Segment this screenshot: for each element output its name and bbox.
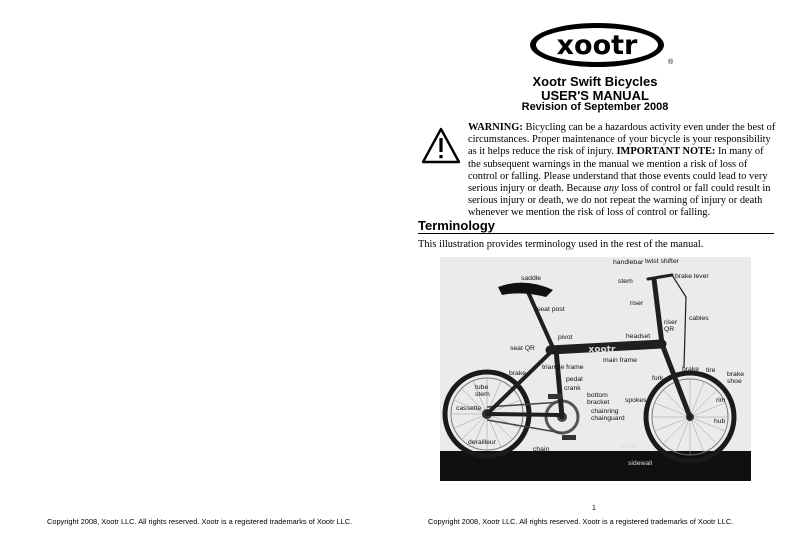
warning-any-word: any <box>603 183 619 195</box>
label-brake-rear: brake <box>509 370 527 377</box>
terminology-intro: This illustration provides terminology used in the rest of the manual. <box>418 239 704 250</box>
label-brake-shoe: brake shoe <box>727 371 745 385</box>
copyright-left: Copyright 2008, Xootr LLC. All rights reserved. Xootr is a registered trademarks of Xootr LLC. <box>47 517 353 526</box>
label-triangle-frame: triangle frame <box>542 364 584 371</box>
label-bottom-bracket: bottom bracket <box>587 392 610 406</box>
label-riser-qr: riser QR <box>664 319 678 333</box>
label-handlebar: handlebar <box>613 259 644 266</box>
terminology-heading: Terminology <box>418 218 496 233</box>
label-brake-lever: brake lever <box>675 273 709 280</box>
label-sidewall: sidewall <box>628 460 653 467</box>
xootr-logo <box>529 22 665 68</box>
revision-date: Revision of September 2008 <box>521 101 669 113</box>
label-riser: riser <box>630 300 644 307</box>
label-fork: fork <box>652 375 664 382</box>
frame-logo-text: xootr <box>588 345 616 355</box>
label-crank: crank <box>564 385 581 392</box>
label-pivot: pivot <box>558 334 573 341</box>
label-cables: cables <box>689 315 709 322</box>
warning-text-1: Bicycling can be a hazardous activity even under the best of circumstances. Proper maintenance of your bicycle is your responsibility as it helps reduce the risk of injury. <box>468 122 776 158</box>
label-main-frame: main frame <box>603 357 637 364</box>
important-note-label: IMPORTANT NOTE: <box>616 146 716 158</box>
logo-text: xootr <box>556 30 638 61</box>
warning-paragraph <box>468 122 778 220</box>
registered-mark: ® <box>668 59 674 66</box>
manual-subtitle: USER'S MANUAL <box>541 88 649 103</box>
warning-text-2: In many of the subsequent warnings in the manual we mention a risk of loss of control or falling. Please understand that those events could lead to very serious injury or death. Because <box>468 146 768 195</box>
copyright-right: Copyright 2008, Xootr LLC. All rights reserved. Xootr is a registered trademarks of Xootr LLC. <box>428 517 734 526</box>
label-headset: headset <box>626 333 651 340</box>
label-brake-front: brake <box>682 366 700 373</box>
label-chain: chain <box>533 446 550 453</box>
label-tube-stem: tube stem <box>475 384 490 398</box>
page-number: 1 <box>592 505 596 512</box>
label-derailleur: derailleur <box>468 439 496 446</box>
label-twist-shifter: twist shifter <box>645 258 679 265</box>
label-cassette: cassette <box>456 405 482 412</box>
warning-triangle-icon <box>421 127 461 165</box>
label-seat-post: seat post <box>537 306 565 313</box>
heading-rule <box>418 233 774 234</box>
label-stem: stem <box>618 278 633 285</box>
warning-label: WARNING: <box>468 122 523 133</box>
label-chainring-chainguard: chainring chainguard <box>591 408 625 422</box>
label-hub: hub <box>714 418 726 425</box>
warning-text-3: loss of control or fall could result in serious injury or death, we do not repeat the warning of injury or death whenever we mention the risk of loss of control or falling. <box>468 183 771 219</box>
label-rim: rim <box>716 397 726 404</box>
bicycle-terminology-photo <box>440 257 751 481</box>
manual-title: Xootr Swift Bicycles <box>532 74 658 89</box>
label-spokes: spokes <box>625 397 647 404</box>
label-seat-qr: seat QR <box>510 345 535 352</box>
bicycle-illustration <box>440 257 751 481</box>
label-tread: tread <box>621 443 637 450</box>
label-saddle: saddle <box>521 275 542 282</box>
label-pedal: pedal <box>566 376 583 383</box>
label-tire: tire <box>706 367 716 374</box>
